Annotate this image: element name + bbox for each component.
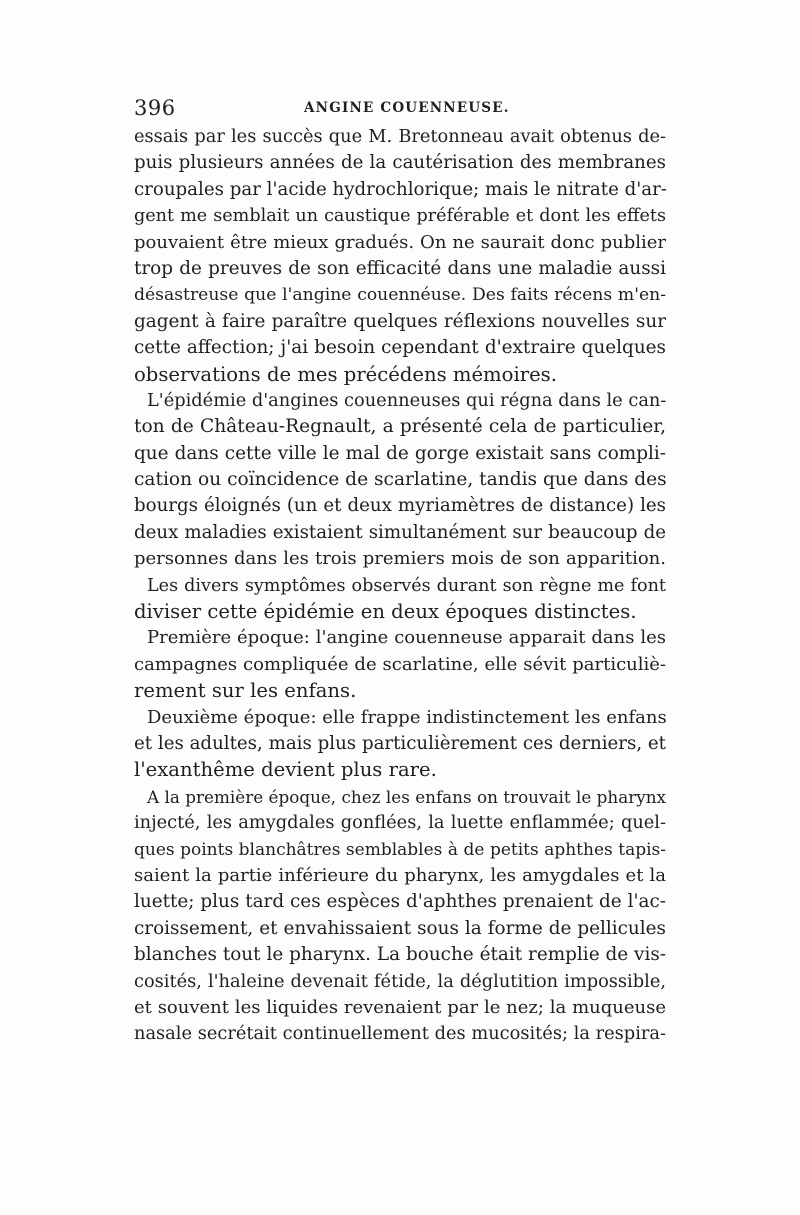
text-line: croissement, et envahissaient sous la forme de pellicules [134,917,666,939]
text-line: blanches tout le pharynx. La bouche était remplie de vis- [134,944,666,966]
text-line: ton de Château-Regnault, a présenté cela de particulier, [134,416,666,438]
text-line: observations de mes précédens mémoires. [134,362,557,386]
text-line: nasale secrétait continuellement des mucosités; la respira- [134,1023,666,1045]
text-line: cosités, l'haleine devenait fétide, la déglutition impossible, [134,970,666,992]
text-line: puis plusieurs années de la cautérisation des membranes [134,152,666,174]
text-line: diviser cette épidémie en deux époques distinctes. [134,600,637,624]
text-line: gent me semblait un caustique préférable et dont les effets [134,206,666,227]
text-line: injecté, les amygdales gonflées, la luette enflammée; quel- [134,812,666,834]
text-line: désastreuse que l'angine couennéuse. Des faits récens m'en- [134,285,666,306]
text-line: cation ou coïncidence de scarlatine, tandis que dans des [134,469,667,491]
text-line: essais par les succès que M. Bretonneau avait obtenus de- [134,126,666,147]
paragraph-first-line: Les divers symptômes observés durant son règne me font [147,575,666,596]
text-line: et les adultes, mais plus particulièrement ces derniers, et [134,732,666,754]
paragraph-first-line: L'épidémie d'angines couenneuses qui régna dans le can- [147,389,667,411]
text-line: gagent à faire paraître quelques réflexions nouvelles sur [134,310,666,332]
running-head [134,96,666,120]
text-line: et souvent les liquides revenaient par le nez; la muqueuse [134,996,666,1018]
paragraph-first-line: Deuxième époque: elle frappe indistinctement les enfans [147,706,667,728]
text-line: campagnes compliquée de scarlatine, elle sévit particuliè- [134,653,666,675]
page-number: 396 [134,96,176,120]
paragraph-first-line: A la première époque, chez les enfans on trouvait le pharynx [147,786,666,807]
text-line: saient la partie inférieure du pharynx, les amygdales et la [134,864,666,886]
text-line: deux maladies existaient simultanément sur beaucoup de [134,521,666,543]
text-line: l'exanthême devient plus rare. [134,758,437,782]
text-line: rement sur les enfans. [134,679,357,703]
text-line: que dans cette ville le mal de gorge existait sans compli- [134,442,666,464]
text-line: personnes dans les trois premiers mois de son apparition. [134,548,666,570]
text-line: ques points blanchâtres semblables à de petits aphthes tapis- [134,839,666,860]
text-line: bourgs éloignés (un et deux myriamètres de distance) les [134,495,666,517]
body-text [134,124,666,1048]
text-line: cette affection; j'ai besoin cependant d'extraire quelques [134,337,666,359]
text-line: trop de preuves de son efficacité dans une maladie aussi [134,257,666,279]
text-line: luette; plus tard ces espèces d'aphthes prenaient de l'ac- [134,891,666,913]
paragraph-first-line: Première époque: l'angine couenneuse apparait dans les [147,627,666,649]
text-line: croupales par l'acide hydrochlorique; mais le nitrate d'ar- [134,178,667,200]
chapter-title: ANGINE COUENNEUSE. [304,100,510,116]
text-line: pouvaient être mieux gradués. On ne saurait donc publier [134,231,666,253]
